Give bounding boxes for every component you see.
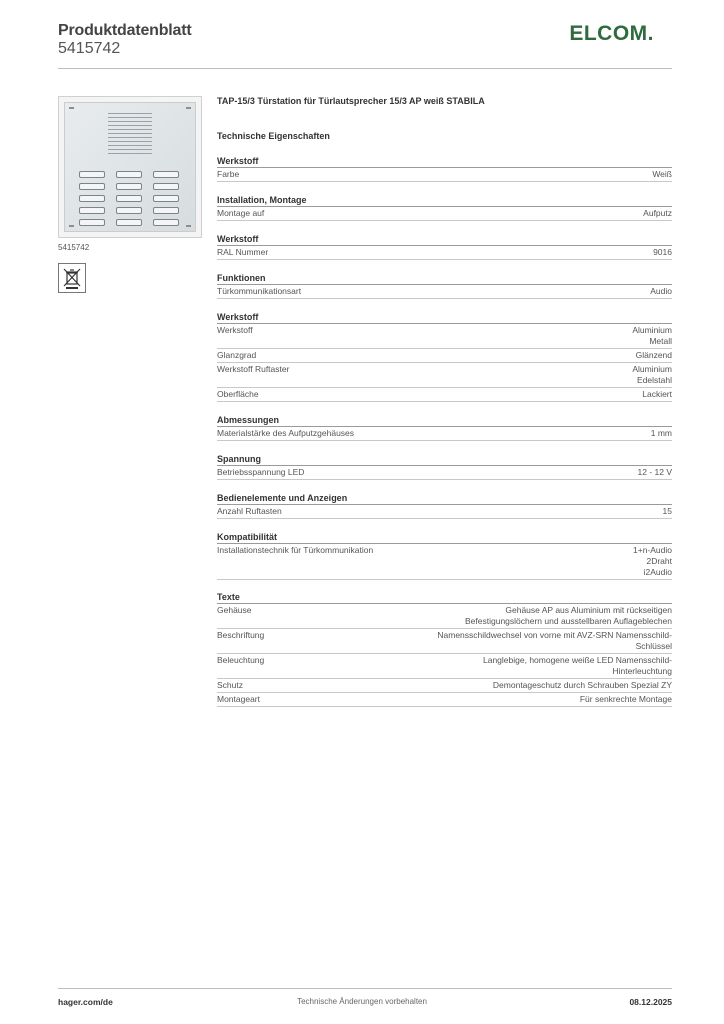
- spec-value: Gehäuse AP aus Aluminium mit rückseitigen Befestigungslöchern und ausstellbaren Auflageblechen: [465, 605, 672, 626]
- speaker-grille: [108, 113, 152, 157]
- spec-group-title: Werkstoff: [217, 155, 672, 168]
- spec-group-title: Bedienelemente und Anzeigen: [217, 492, 672, 505]
- spec-row: [217, 388, 672, 402]
- spec-row: [217, 505, 672, 519]
- spec-row: [217, 349, 672, 363]
- header-divider: [58, 68, 672, 69]
- product-image: [58, 96, 202, 238]
- spec-value: 1 mm: [650, 428, 672, 438]
- spec-value: Lackiert: [642, 389, 672, 399]
- call-button: [79, 195, 105, 202]
- spec-group: [217, 453, 672, 480]
- spec-group: [217, 155, 672, 182]
- spec-group-title: Installation, Montage: [217, 194, 672, 207]
- footer-date: 08.12.2025: [629, 997, 672, 1007]
- spec-label: Montageart: [217, 694, 260, 704]
- call-button: [79, 219, 105, 226]
- spec-value: Aluminium Metall: [632, 325, 672, 346]
- spec-value: Glänzend: [635, 350, 672, 360]
- call-button: [79, 207, 105, 214]
- call-button: [79, 171, 105, 178]
- call-button: [116, 219, 142, 226]
- spec-label: Betriebsspannung LED: [217, 467, 305, 477]
- call-button: [116, 183, 142, 190]
- weee-crossed-bin-icon: [58, 263, 86, 293]
- spec-label: Türkommunikationsart: [217, 286, 302, 296]
- spec-label: Montage auf: [217, 208, 265, 218]
- spec-label: Oberfläche: [217, 389, 259, 399]
- spec-group: [217, 311, 672, 402]
- spec-label: Beschriftung: [217, 630, 265, 640]
- call-button: [153, 195, 179, 202]
- screw-icon: [186, 225, 191, 227]
- spec-group-title: Werkstoff: [217, 311, 672, 324]
- door-station-panel: [64, 102, 196, 232]
- spec-value: 9016: [653, 247, 672, 257]
- call-button: [116, 207, 142, 214]
- document-number: 5415742: [58, 40, 121, 57]
- spec-label: Materialstärke des Aufputzgehäuses: [217, 428, 355, 438]
- screw-icon: [69, 225, 74, 227]
- spec-row: [217, 207, 672, 221]
- call-button: [153, 183, 179, 190]
- spec-row: [217, 544, 672, 580]
- spec-label: Werkstoff: [217, 325, 253, 335]
- spec-value: Namensschildwechsel von vorne mit AVZ-SRN Namensschild- Schlüssel: [437, 630, 672, 651]
- spec-value: Weiß: [652, 169, 672, 179]
- spec-group-title: Spannung: [217, 453, 672, 466]
- spec-row: [217, 693, 672, 707]
- spec-group-title: Kompatibilität: [217, 531, 672, 544]
- call-button: [153, 171, 179, 178]
- call-button: [116, 171, 142, 178]
- spec-row: [217, 654, 672, 679]
- spec-group: [217, 194, 672, 221]
- spec-row: [217, 604, 672, 629]
- page-header: [58, 20, 672, 70]
- section-title: Technische Eigenschaften: [217, 131, 330, 141]
- call-button: [153, 219, 179, 226]
- spec-value: Demontageschutz durch Schrauben Spezial ZY: [492, 680, 672, 690]
- spec-group-title: Werkstoff: [217, 233, 672, 246]
- spec-value: 1+n-Audio 2Draht i2Audio: [633, 545, 672, 577]
- spec-row: [217, 285, 672, 299]
- spec-row: [217, 466, 672, 480]
- spec-row: [217, 679, 672, 693]
- spec-group: [217, 233, 672, 260]
- spec-row: [217, 168, 672, 182]
- spec-group: [217, 531, 672, 580]
- spec-group: [217, 272, 672, 299]
- spec-group-title: Abmessungen: [217, 414, 672, 427]
- spec-row: [217, 246, 672, 260]
- spec-group: [217, 414, 672, 441]
- spec-group: [217, 492, 672, 519]
- spec-row: [217, 363, 672, 388]
- footer-divider: [58, 988, 672, 989]
- spec-row: [217, 629, 672, 654]
- spec-row: [217, 324, 672, 349]
- screw-icon: [69, 107, 74, 109]
- spec-label: Beleuchtung: [217, 655, 265, 665]
- spec-label: Glanzgrad: [217, 350, 257, 360]
- footer-disclaimer: Technische Änderungen vorbehalten: [297, 997, 427, 1006]
- spec-group-title: Texte: [217, 591, 672, 604]
- spec-label: RAL Nummer: [217, 247, 269, 257]
- call-button: [153, 207, 179, 214]
- spec-label: Gehäuse: [217, 605, 252, 615]
- document-title: Produktdatenblatt: [58, 22, 192, 39]
- elcom-logo: ELCOM.: [569, 22, 654, 45]
- call-button: [116, 195, 142, 202]
- spec-value: Aufputz: [643, 208, 672, 218]
- spec-row: [217, 427, 672, 441]
- spec-label: Anzahl Ruftasten: [217, 506, 282, 516]
- screw-icon: [186, 107, 191, 109]
- image-caption: 5415742: [58, 243, 90, 252]
- spec-label: Werkstoff Ruftaster: [217, 364, 290, 374]
- spec-value: Für senkrechte Montage: [579, 694, 672, 704]
- spec-value: Audio: [650, 286, 672, 296]
- spec-group: [217, 591, 672, 707]
- call-button: [79, 183, 105, 190]
- product-name: TAP-15/3 Türstation für Türlautsprecher 15/3 AP weiß STABILA: [217, 96, 485, 106]
- footer-website: hager.com/de: [58, 997, 113, 1007]
- spec-value: Aluminium Edelstahl: [632, 364, 672, 385]
- spec-value: 12 - 12 V: [637, 467, 672, 477]
- spec-value: 15: [662, 506, 672, 516]
- spec-label: Farbe: [217, 169, 240, 179]
- spec-label: Installationstechnik für Türkommunikation: [217, 545, 374, 555]
- spec-label: Schutz: [217, 680, 243, 690]
- spec-group-title: Funktionen: [217, 272, 672, 285]
- spec-value: Langlebige, homogene weiße LED Namensschild- Hinterleuchtung: [483, 655, 672, 676]
